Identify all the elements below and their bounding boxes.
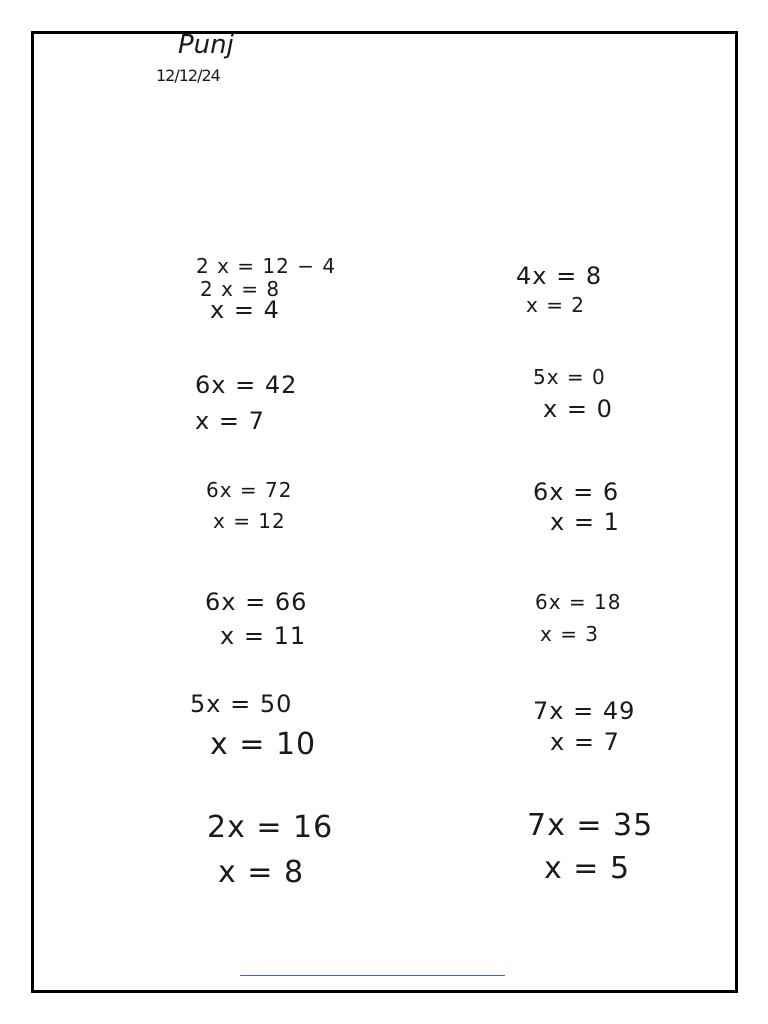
equation-line: 7x = 35 <box>527 808 654 843</box>
date-text: 12/12/24 <box>156 66 220 85</box>
equation-line: x = 5 <box>544 851 631 886</box>
equation-line: x = 4 <box>210 296 280 324</box>
student-name: Punj <box>178 30 234 60</box>
page-frame <box>31 31 738 993</box>
underline-divider <box>240 975 505 976</box>
equation-line: 6x = 66 <box>205 588 308 616</box>
equation-line: 2 x = 12 − 4 <box>196 254 337 278</box>
equation-line: 7x = 49 <box>533 697 636 725</box>
equation-line: x = 7 <box>550 728 620 756</box>
equation-line: x = 1 <box>550 508 620 536</box>
equation-line: x = 10 <box>210 727 317 762</box>
equation-line: 6x = 72 <box>206 478 293 502</box>
equation-line: x = 0 <box>543 395 613 423</box>
equation-line: x = 11 <box>220 622 307 650</box>
equation-line: 6x = 42 <box>195 371 298 399</box>
equation-line: x = 7 <box>195 407 265 435</box>
equation-line: 2x = 16 <box>207 810 334 845</box>
equation-line: 5x = 50 <box>190 690 293 718</box>
equation-line: 2 x = 8 <box>200 277 281 301</box>
equation-line: x = 2 <box>526 293 586 317</box>
equation-line: x = 12 <box>213 509 286 533</box>
equation-line: x = 8 <box>218 855 305 890</box>
equation-line: x = 3 <box>540 622 600 646</box>
equation-line: 4x = 8 <box>516 262 603 290</box>
equation-line: 5x = 0 <box>533 365 606 389</box>
equation-line: 6x = 6 <box>533 478 620 506</box>
equation-line: 6x = 18 <box>535 590 622 614</box>
